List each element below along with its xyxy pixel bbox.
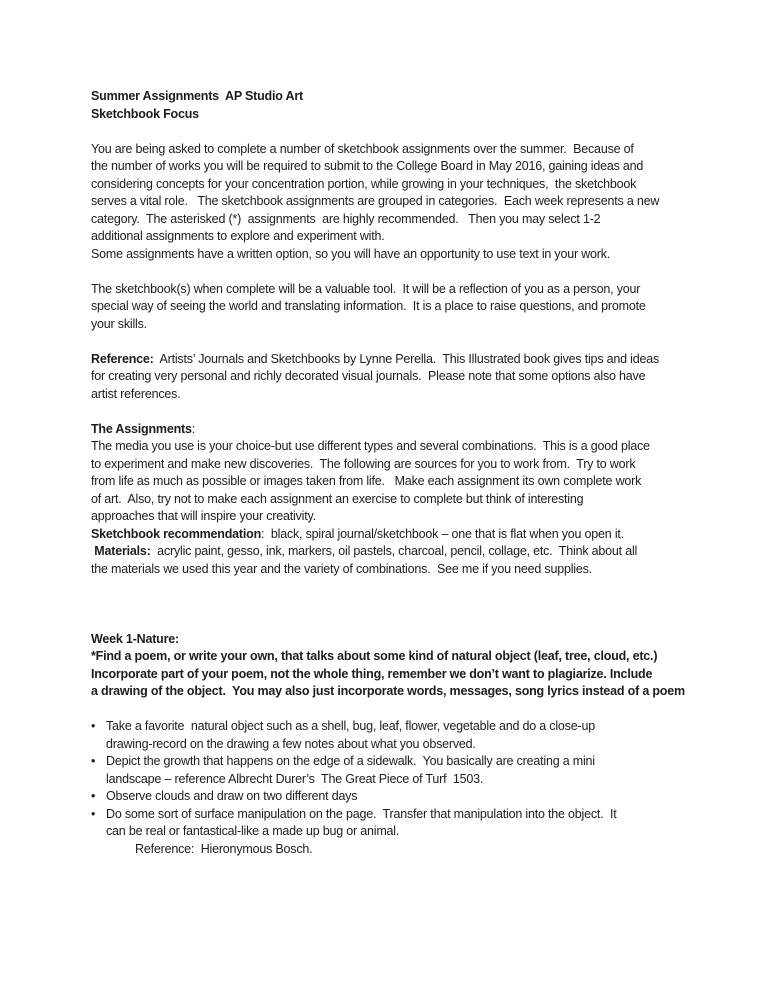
text-run: your skills.	[91, 316, 147, 331]
text-run: Observe clouds and draw on two different days	[106, 789, 358, 803]
text-run: special way of seeing the world and translating information. It is a place to raise questions, and promote	[91, 299, 646, 313]
text-line	[91, 88, 683, 106]
text-run: of art. Also, try not to make each assignment an exercise to complete but think of interesting	[91, 491, 584, 506]
text-run: considering concepts for your concentration portion, while growing in your techniques, the sketchbook	[91, 176, 637, 191]
text-line	[91, 683, 683, 701]
text-line	[91, 666, 683, 684]
bullet-list-item	[91, 753, 683, 788]
text-run: approaches that will inspire your creativity.	[91, 509, 316, 523]
vertical-spacer	[91, 123, 683, 141]
bold-text-run: Sketchbook recommendation	[91, 526, 262, 541]
week1-heading	[91, 631, 683, 701]
bold-text-run: Week 1-Nature:	[91, 631, 179, 646]
text-line	[91, 368, 683, 386]
sketchbook-value-paragraph	[91, 281, 683, 334]
text-run: for creating very personal and richly decorated visual journals. Please note that some options also have	[91, 369, 646, 383]
text-line	[91, 438, 683, 456]
text-line	[91, 421, 683, 439]
text-line	[91, 298, 683, 316]
bold-text-run: The Assignments	[91, 421, 192, 436]
bullet-icon: •	[91, 719, 96, 733]
text-line	[106, 736, 683, 754]
text-run: :	[191, 421, 196, 436]
text-line	[106, 841, 683, 859]
text-line	[91, 228, 683, 246]
text-line	[91, 106, 683, 124]
vertical-spacer	[91, 263, 683, 281]
text-run: serves a vital role. The sketchbook assignments are grouped in categories. Each week represents a new	[91, 194, 660, 208]
text-line	[91, 386, 683, 404]
text-run: The media you use is your choice-but use different types and several combinations. This is a good place	[91, 439, 650, 453]
text-run: acrylic paint, gesso, ink, markers, oil pastels, charcoal, pencil, collage, etc. Think about all	[150, 544, 638, 558]
vertical-spacer	[91, 333, 683, 351]
bold-text-run: Materials:	[91, 544, 151, 558]
text-run: Take a favorite natural object such as a shell, bug, leaf, flower, vegetable and do a close-up	[106, 719, 595, 733]
text-run: Do some sort of surface manipulation on the page. Transfer that manipulation into the object. It	[106, 806, 617, 821]
bullet-icon: •	[91, 789, 96, 803]
text-line	[106, 823, 683, 841]
text-line	[91, 631, 683, 649]
text-line	[91, 193, 683, 211]
text-line	[106, 753, 683, 771]
bullet-list-item	[91, 806, 683, 859]
text-line	[91, 491, 683, 509]
reference-paragraph	[91, 351, 683, 404]
text-run: the materials we used this year and the variety of combinations. See me if you need supplies.	[91, 561, 592, 576]
text-run: Depict the growth that happens on the edge of a sidewalk. You basically are creating a mini	[106, 754, 595, 768]
bold-text-run: Summer Assignments AP Studio Art	[91, 89, 303, 103]
text-run: the number of works you will be required to submit to the College Board in May 2016, gaining ideas and	[91, 159, 644, 173]
text-line	[91, 141, 683, 159]
text-line	[91, 351, 683, 369]
text-run: Some assignments have a written option, so you will have an opportunity to use text in your work.	[91, 246, 611, 261]
text-line	[91, 508, 683, 526]
text-run: The sketchbook(s) when complete will be a valuable tool. It will be a reflection of you as a person, your	[91, 281, 641, 296]
vertical-spacer	[91, 578, 683, 631]
assignments-paragraph	[91, 421, 683, 579]
text-run: additional assignments to explore and experiment with.	[91, 229, 385, 243]
text-run: category. The asterisked (*) assignments are highly recommended. Then you may select 1-2	[91, 211, 601, 226]
text-run: can be real or fantastical-like a made up bug or animal.	[106, 824, 400, 838]
bold-text-run: Incorporate part of your poem, not the whole thing, remember we don’t want to plagiarize. Include	[91, 666, 653, 681]
intro-paragraph	[91, 141, 683, 264]
vertical-spacer	[91, 403, 683, 421]
text-line	[106, 718, 683, 736]
text-line	[91, 246, 683, 264]
doc-title	[91, 88, 683, 123]
week1-bullet-list	[91, 718, 683, 858]
text-run: artist references.	[91, 386, 181, 401]
text-line	[91, 526, 683, 544]
bold-text-run: Sketchbook Focus	[91, 106, 199, 121]
document-body	[91, 88, 683, 858]
text-line	[91, 456, 683, 474]
bold-text-run: *Find a poem, or write your own, that talks about some kind of natural object (leaf, tree, cloud, etc.)	[91, 649, 658, 663]
bold-text-run: Reference:	[91, 351, 154, 366]
text-run: Reference: Hieronymous Bosch.	[135, 841, 313, 856]
bold-text-run: a drawing of the object. You may also just incorporate words, messages, song lyrics instead of a poem	[91, 684, 685, 698]
text-line	[91, 281, 683, 299]
text-line	[91, 158, 683, 176]
text-line	[106, 788, 683, 806]
vertical-spacer	[91, 701, 683, 719]
text-run: from life as much as possible or images taken from life. Make each assignment its own complete work	[91, 474, 642, 488]
text-run: to experiment and make new discoveries. The following are sources for you to work from. Try to work	[91, 456, 636, 471]
text-line	[91, 648, 683, 666]
text-run: : black, spiral journal/sketchbook – one that is flat when you open it.	[261, 526, 624, 541]
bullet-list-item	[91, 788, 683, 806]
text-run: You are being asked to complete a number of sketchbook assignments over the summer. Because of	[91, 141, 634, 156]
text-line	[91, 561, 683, 579]
bullet-icon: •	[91, 806, 96, 821]
text-line	[91, 473, 683, 491]
text-run: Artists’ Journals and Sketchbooks by Lynne Perella. This Illustrated book gives tips and ideas	[153, 351, 660, 366]
text-line	[106, 771, 683, 789]
bullet-list-item	[91, 718, 683, 753]
text-run: landscape – reference Albrecht Durer’s The Great Piece of Turf 1503.	[106, 771, 484, 786]
text-line	[91, 176, 683, 194]
text-line	[91, 316, 683, 334]
text-line	[106, 806, 683, 824]
text-line	[91, 543, 683, 561]
text-run: drawing-record on the drawing a few notes about what you observed.	[106, 736, 476, 751]
text-line	[91, 211, 683, 229]
bullet-icon: •	[91, 754, 96, 768]
